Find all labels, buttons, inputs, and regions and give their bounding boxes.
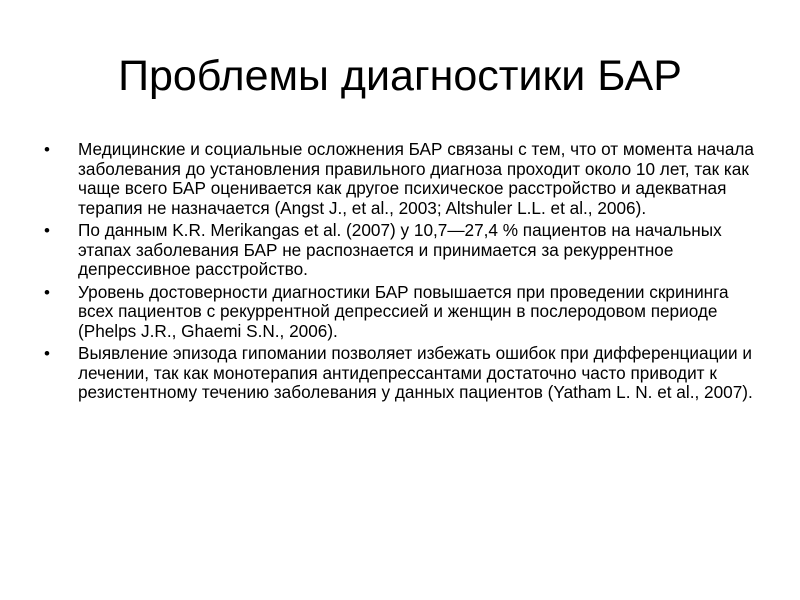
bullet-text: Медицинские и социальные осложнения БАР связаны с тем, что от момента начала заболевания до установления правильного диагноза проходит около 10 лет, так как чаще всего БАР оценивается как другое психическое расстройство и адекватная терапия не назначается (Angst J., et al., 2003; Altshuler L.L. et al., 2006). bbox=[78, 139, 754, 218]
bullet-dot-icon: • bbox=[44, 221, 50, 240]
bullet-item bbox=[44, 140, 756, 218]
bullet-item bbox=[44, 283, 756, 342]
slide-title: Проблемы диагностики БАР bbox=[118, 52, 682, 100]
bullet-text: По данным K.R. Merikangas et al. (2007) у 10,7—27,4 % пациентов на начальных этапах заболевания БАР не распознается и принимается за рекуррентное депрессивное расстройство. bbox=[78, 220, 722, 279]
bullet-item bbox=[44, 344, 756, 403]
bullet-dot-icon: • bbox=[44, 140, 50, 159]
bullet-text: Выявление эпизода гипомании позволяет избежать ошибок при дифференциации и лечении, так как монотерапия антидепрессантами достаточно часто приводит к резистентному течению заболевания у данных пациентов (Yatham L. N. et al., 2007). bbox=[78, 343, 753, 402]
bullet-item bbox=[44, 221, 756, 280]
bullet-list bbox=[44, 140, 756, 406]
bullet-dot-icon: • bbox=[44, 344, 50, 363]
bullet-text: Уровень достоверности диагностики БАР повышается при проведении скрининга всех пациентов с рекуррентной депрессией и женщин в послеродовом периоде (Phelps J.R., Ghaemi S.N., 2006). bbox=[78, 281, 729, 341]
bullet-dot-icon: • bbox=[44, 282, 50, 302]
